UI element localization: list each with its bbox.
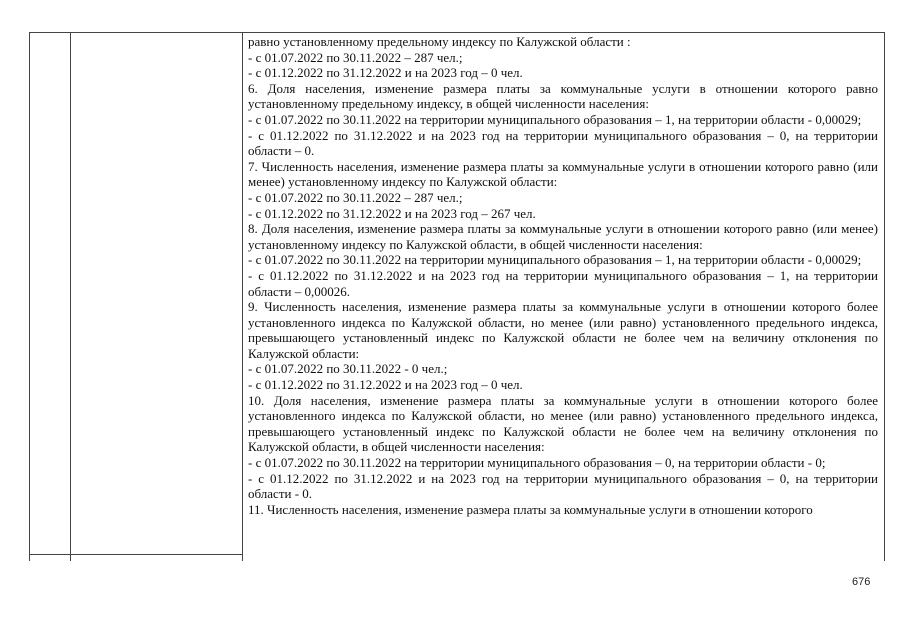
text-line: - с 01.12.2022 по 31.12.2022 и на 2023 год на территории муниципального образования – 0, на территории области – 0. — [248, 127, 878, 159]
text-line: - с 01.12.2022 по 31.12.2022 и на 2023 год – 267 чел. — [248, 205, 536, 221]
column-divider-2 — [242, 33, 243, 561]
document-table — [29, 32, 885, 561]
text-line: - с 01.07.2022 по 30.11.2022 – 287 чел.; — [248, 49, 463, 65]
text-line: 8. Доля населения, изменение размера платы за коммунальные услуги в отношении которого равно (или менее) установленному индексу по Калужской области, в общей численности населения: — [248, 221, 878, 252]
text-line: - с 01.12.2022 по 31.12.2022 и на 2023 год – 0 чел. — [248, 377, 523, 393]
text-line: - с 01.12.2022 по 31.12.2022 и на 2023 год на территории муниципального образования – 1, на территории области – 0,00026. — [248, 267, 878, 299]
text-line: - с 01.07.2022 по 30.11.2022 на территории муниципального образования – 1, на территории области - 0,00029; — [248, 111, 862, 127]
text-line: - с 01.07.2022 по 30.11.2022 – 287 чел.; — [248, 189, 463, 205]
text-line: - с 01.07.2022 по 30.11.2022 на территории муниципального образования – 0, на территории области - 0; — [248, 455, 826, 471]
text-line: - с 01.12.2022 по 31.12.2022 и на 2023 год на территории муниципального образования – 0, на территории области - 0. — [248, 470, 878, 502]
text-line: равно установленному предельному индексу по Калужской области : — [248, 34, 631, 49]
page-number: 676 — [852, 576, 871, 588]
text-line: 6. Доля населения, изменение размера платы за коммунальные услуги в отношении которого равно установленному предельному индексу, в общей численности населения: — [248, 80, 878, 112]
text-line: 7. Численность населения, изменение размера платы за коммунальные услуги в отношении которого равно (или менее) установленному индексу по Калужской области: — [248, 158, 878, 190]
text-line: 11. Численность населения, изменение размера платы за коммунальные услуги в отношении которого — [248, 501, 813, 517]
text-line: - с 01.07.2022 по 30.11.2022 - 0 чел.; — [248, 361, 448, 377]
text-line: - с 01.12.2022 по 31.12.2022 и на 2023 год – 0 чел. — [248, 65, 523, 81]
text-line: - с 01.07.2022 по 30.11.2022 на территории муниципального образования – 1, на территории области - 0,00029; — [248, 252, 862, 268]
row-divider — [30, 554, 242, 555]
column-divider-1 — [70, 33, 71, 561]
text-cell — [248, 34, 878, 517]
text-line: 9. Численность населения, изменение размера платы за коммунальные услуги в отношении которого более установленного индекса по Калужской области, но менее (или равно) установленного предельного индекса, превышающего установленный индекс по Калужской области не более чем на величину отклонения по Калужской области: — [248, 299, 878, 361]
text-line: 10. Доля населения, изменение размера платы за коммунальные услуги в отношении которого более установленного индекса по Калужской области, но менее (или равно) установленного предельного индекса, превышающего установленный индекс по Калужской области не более чем на величину отклонения по Калужской области, в общей численности населения: — [248, 392, 878, 455]
